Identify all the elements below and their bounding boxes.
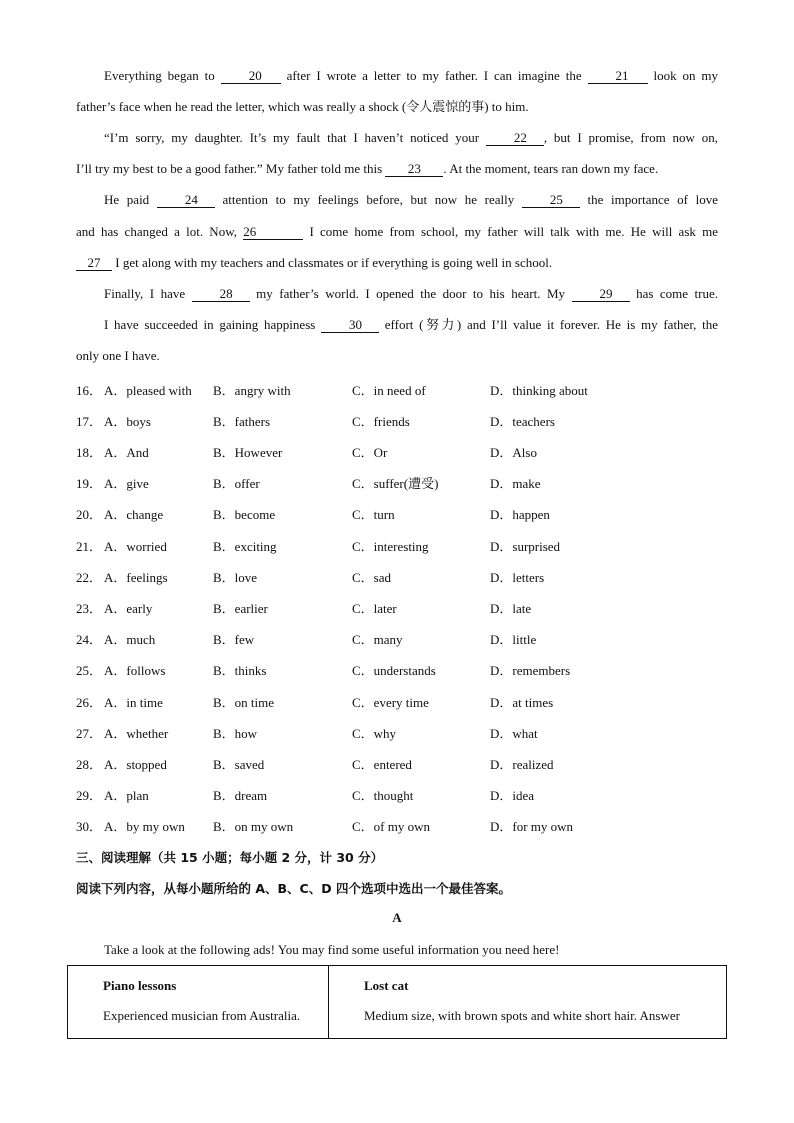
ads-table xyxy=(67,965,727,1039)
option-row-28 xyxy=(76,754,756,774)
passage-text: my father’s world. I opened the door to his heart. My xyxy=(256,286,566,301)
passage-line xyxy=(76,309,718,340)
passage-line xyxy=(76,60,718,91)
ad-title: Lost cat xyxy=(364,978,409,993)
passage-line xyxy=(76,216,718,247)
option-row-25 xyxy=(76,660,756,680)
question-number: 20． xyxy=(76,507,103,522)
option-d[interactable]: D．what xyxy=(490,726,538,741)
option-a[interactable]: A．change xyxy=(104,507,164,522)
question-number: 18． xyxy=(76,445,103,460)
option-c[interactable]: C．why xyxy=(352,726,397,741)
option-row-21 xyxy=(76,536,756,556)
option-b[interactable]: B．exciting xyxy=(213,539,277,554)
blank-21: 21 xyxy=(588,68,648,84)
question-number: 23． xyxy=(76,601,103,616)
option-row-30 xyxy=(76,816,756,836)
option-a[interactable]: A．early xyxy=(104,601,153,616)
passage-text: I have succeeded in gaining happiness xyxy=(104,317,316,332)
option-row-16 xyxy=(76,380,756,400)
option-b[interactable]: B．thinks xyxy=(213,663,267,678)
passage-letter: A xyxy=(392,910,402,925)
option-c[interactable]: C．later xyxy=(352,601,397,616)
question-number: 28． xyxy=(76,757,103,772)
blank-20: 20 xyxy=(221,68,281,84)
passage-text: , but I promise, from now on, xyxy=(543,130,719,145)
passage-text: He paid xyxy=(104,192,150,207)
option-b[interactable]: B．love xyxy=(213,570,258,585)
passage-text: attention to my feelings before, but now he really xyxy=(222,192,515,207)
passage-line xyxy=(76,278,718,309)
option-b[interactable]: B．offer xyxy=(213,476,260,491)
question-number: 24． xyxy=(76,632,103,647)
passage-line xyxy=(76,91,718,122)
question-number: 30． xyxy=(76,819,103,834)
option-d[interactable]: D．make xyxy=(490,476,541,491)
blank-22: 22 xyxy=(486,130,544,146)
question-number: 21． xyxy=(76,539,103,554)
option-row-20 xyxy=(76,504,756,524)
blank-28: 28 xyxy=(192,286,250,302)
option-c[interactable]: C．interesting xyxy=(352,539,429,554)
option-d[interactable]: D．happen xyxy=(490,507,550,522)
blank-27: 27 xyxy=(76,255,112,271)
option-d[interactable]: D．for my own xyxy=(490,819,574,834)
option-c[interactable]: C．sad xyxy=(352,570,392,585)
blank-30: 30 xyxy=(321,317,379,333)
option-d[interactable]: D．thinking about xyxy=(490,383,588,398)
option-c[interactable]: C．understands xyxy=(352,663,436,678)
option-row-22 xyxy=(76,567,756,587)
option-c[interactable]: C．thought xyxy=(352,788,414,803)
passage-text: I get along with my teachers and classmates or if everything is going well in school. xyxy=(115,255,553,270)
option-d[interactable]: D．teachers xyxy=(490,414,555,429)
blank-25: 25 xyxy=(522,192,580,208)
option-c[interactable]: C．every time xyxy=(352,695,429,710)
blank-29: 29 xyxy=(572,286,630,302)
option-c[interactable]: C．Or xyxy=(352,445,388,460)
passage-text: . At the moment, tears ran down my face. xyxy=(443,161,659,176)
blank-24: 24 xyxy=(157,192,215,208)
option-d[interactable]: D．idea xyxy=(490,788,535,803)
passage-line xyxy=(76,184,718,215)
passage-line xyxy=(76,153,718,184)
option-c[interactable]: C．suffer(遭受) xyxy=(352,476,439,491)
option-a[interactable]: A．in time xyxy=(104,695,163,710)
passage-line xyxy=(76,247,718,278)
option-a[interactable]: A．plan xyxy=(104,788,149,803)
option-c[interactable]: C．friends xyxy=(352,414,410,429)
option-row-27 xyxy=(76,723,756,743)
option-b[interactable]: B．become xyxy=(213,507,276,522)
option-b[interactable]: B．how xyxy=(213,726,258,741)
option-row-24 xyxy=(76,629,756,649)
option-a[interactable]: A．feelings xyxy=(104,570,168,585)
passage-line xyxy=(76,340,718,371)
option-a[interactable]: A．pleased with xyxy=(104,383,192,398)
option-b[interactable]: B．However xyxy=(213,445,283,460)
option-a[interactable]: A．follows xyxy=(104,663,166,678)
blank-23: 23 xyxy=(385,161,443,177)
option-a[interactable]: A．worried xyxy=(104,539,167,554)
passage-text: look on my xyxy=(653,68,719,83)
section-heading: 三、阅读理解（共 15 小题；每小题 2 分，计 30 分） xyxy=(76,850,384,865)
option-b[interactable]: B．on my own xyxy=(213,819,294,834)
passage-line xyxy=(76,122,718,153)
ad-cell-piano xyxy=(68,966,329,1039)
question-number: 22． xyxy=(76,570,103,585)
option-d[interactable]: D．surprised xyxy=(490,539,561,554)
passage-text: effort (努力) and I’ll value it forever. He is my father, the xyxy=(384,317,719,332)
question-number: 16． xyxy=(76,383,103,398)
question-number: 27． xyxy=(76,726,103,741)
option-d[interactable]: D．little xyxy=(490,632,537,647)
question-number: 29． xyxy=(76,788,103,803)
option-c[interactable]: C．in need of xyxy=(352,383,426,398)
question-number: 26． xyxy=(76,695,103,710)
option-b[interactable]: B．fathers xyxy=(213,414,271,429)
option-row-18 xyxy=(76,442,756,462)
passage-text: after I wrote a letter to my father. I can imagine the xyxy=(286,68,582,83)
option-d[interactable]: D．letters xyxy=(490,570,545,585)
option-row-29 xyxy=(76,785,756,805)
passage-text: Everything began to xyxy=(104,68,215,83)
option-a[interactable]: A．whether xyxy=(104,726,169,741)
option-a[interactable]: A．And xyxy=(104,445,149,460)
option-row-17 xyxy=(76,411,756,431)
option-a[interactable]: A．give xyxy=(104,476,149,491)
passage-text: “I’m sorry, my daughter. It’s my fault that I haven’t noticed your xyxy=(104,130,480,145)
passage-text: father’s face when he read the letter, which was really a shock (令人震惊的事) to him. xyxy=(76,99,529,114)
option-d[interactable]: D．realized xyxy=(490,757,554,772)
passage-text: Finally, I have xyxy=(104,286,186,301)
option-row-23 xyxy=(76,598,756,618)
ad-text: Medium size, with brown spots and white short hair. Answer xyxy=(364,1008,680,1023)
question-number: 25． xyxy=(76,663,103,678)
passage-text: only one I have. xyxy=(76,348,160,363)
option-row-19 xyxy=(76,473,756,493)
ad-text: Experienced musician from Australia. xyxy=(103,1008,301,1023)
passage-text: Take a look at the following ads! You may find some useful information you need here! xyxy=(104,942,560,957)
option-c[interactable]: C．turn xyxy=(352,507,395,522)
option-c[interactable]: C．many xyxy=(352,632,403,647)
question-number: 17． xyxy=(76,414,103,429)
passage-text: and has changed a lot. Now, xyxy=(76,224,237,239)
passage-text: has come true. xyxy=(636,286,719,301)
passage-intro xyxy=(76,934,718,965)
option-a[interactable]: A．stopped xyxy=(104,757,167,772)
option-a[interactable]: A．boys xyxy=(104,414,151,429)
option-b[interactable]: B．angry with xyxy=(213,383,291,398)
option-b[interactable]: B．few xyxy=(213,632,255,647)
passage-text: I’ll try my best to be a good father.” My father told me this xyxy=(76,161,383,176)
option-b[interactable]: B．dream xyxy=(213,788,268,803)
section-instruction: 阅读下列内容，从每小题所给的 A、B、C、D 四个选项中选出一个最佳答案。 xyxy=(76,881,511,896)
option-a[interactable]: A．by my own xyxy=(104,819,185,834)
passage-text: I come home from school, my father will talk with me. He will ask me xyxy=(309,224,718,239)
option-a[interactable]: A．much xyxy=(104,632,156,647)
option-b[interactable]: B．on time xyxy=(213,695,275,710)
option-row-26 xyxy=(76,692,756,712)
option-b[interactable]: B．saved xyxy=(213,757,265,772)
ad-cell-lost-cat xyxy=(329,966,727,1039)
ad-title: Piano lessons xyxy=(103,978,177,993)
option-d[interactable]: D．at times xyxy=(490,695,554,710)
blank-26: 26 xyxy=(243,224,303,240)
passage-text: the importance of love xyxy=(587,192,719,207)
option-c[interactable]: C．entered xyxy=(352,757,412,772)
option-d[interactable]: D．late xyxy=(490,601,532,616)
question-number: 19． xyxy=(76,476,103,491)
option-c[interactable]: C．of my own xyxy=(352,819,431,834)
option-d[interactable]: D．Also xyxy=(490,445,537,460)
option-d[interactable]: D．remembers xyxy=(490,663,571,678)
option-b[interactable]: B．earlier xyxy=(213,601,268,616)
